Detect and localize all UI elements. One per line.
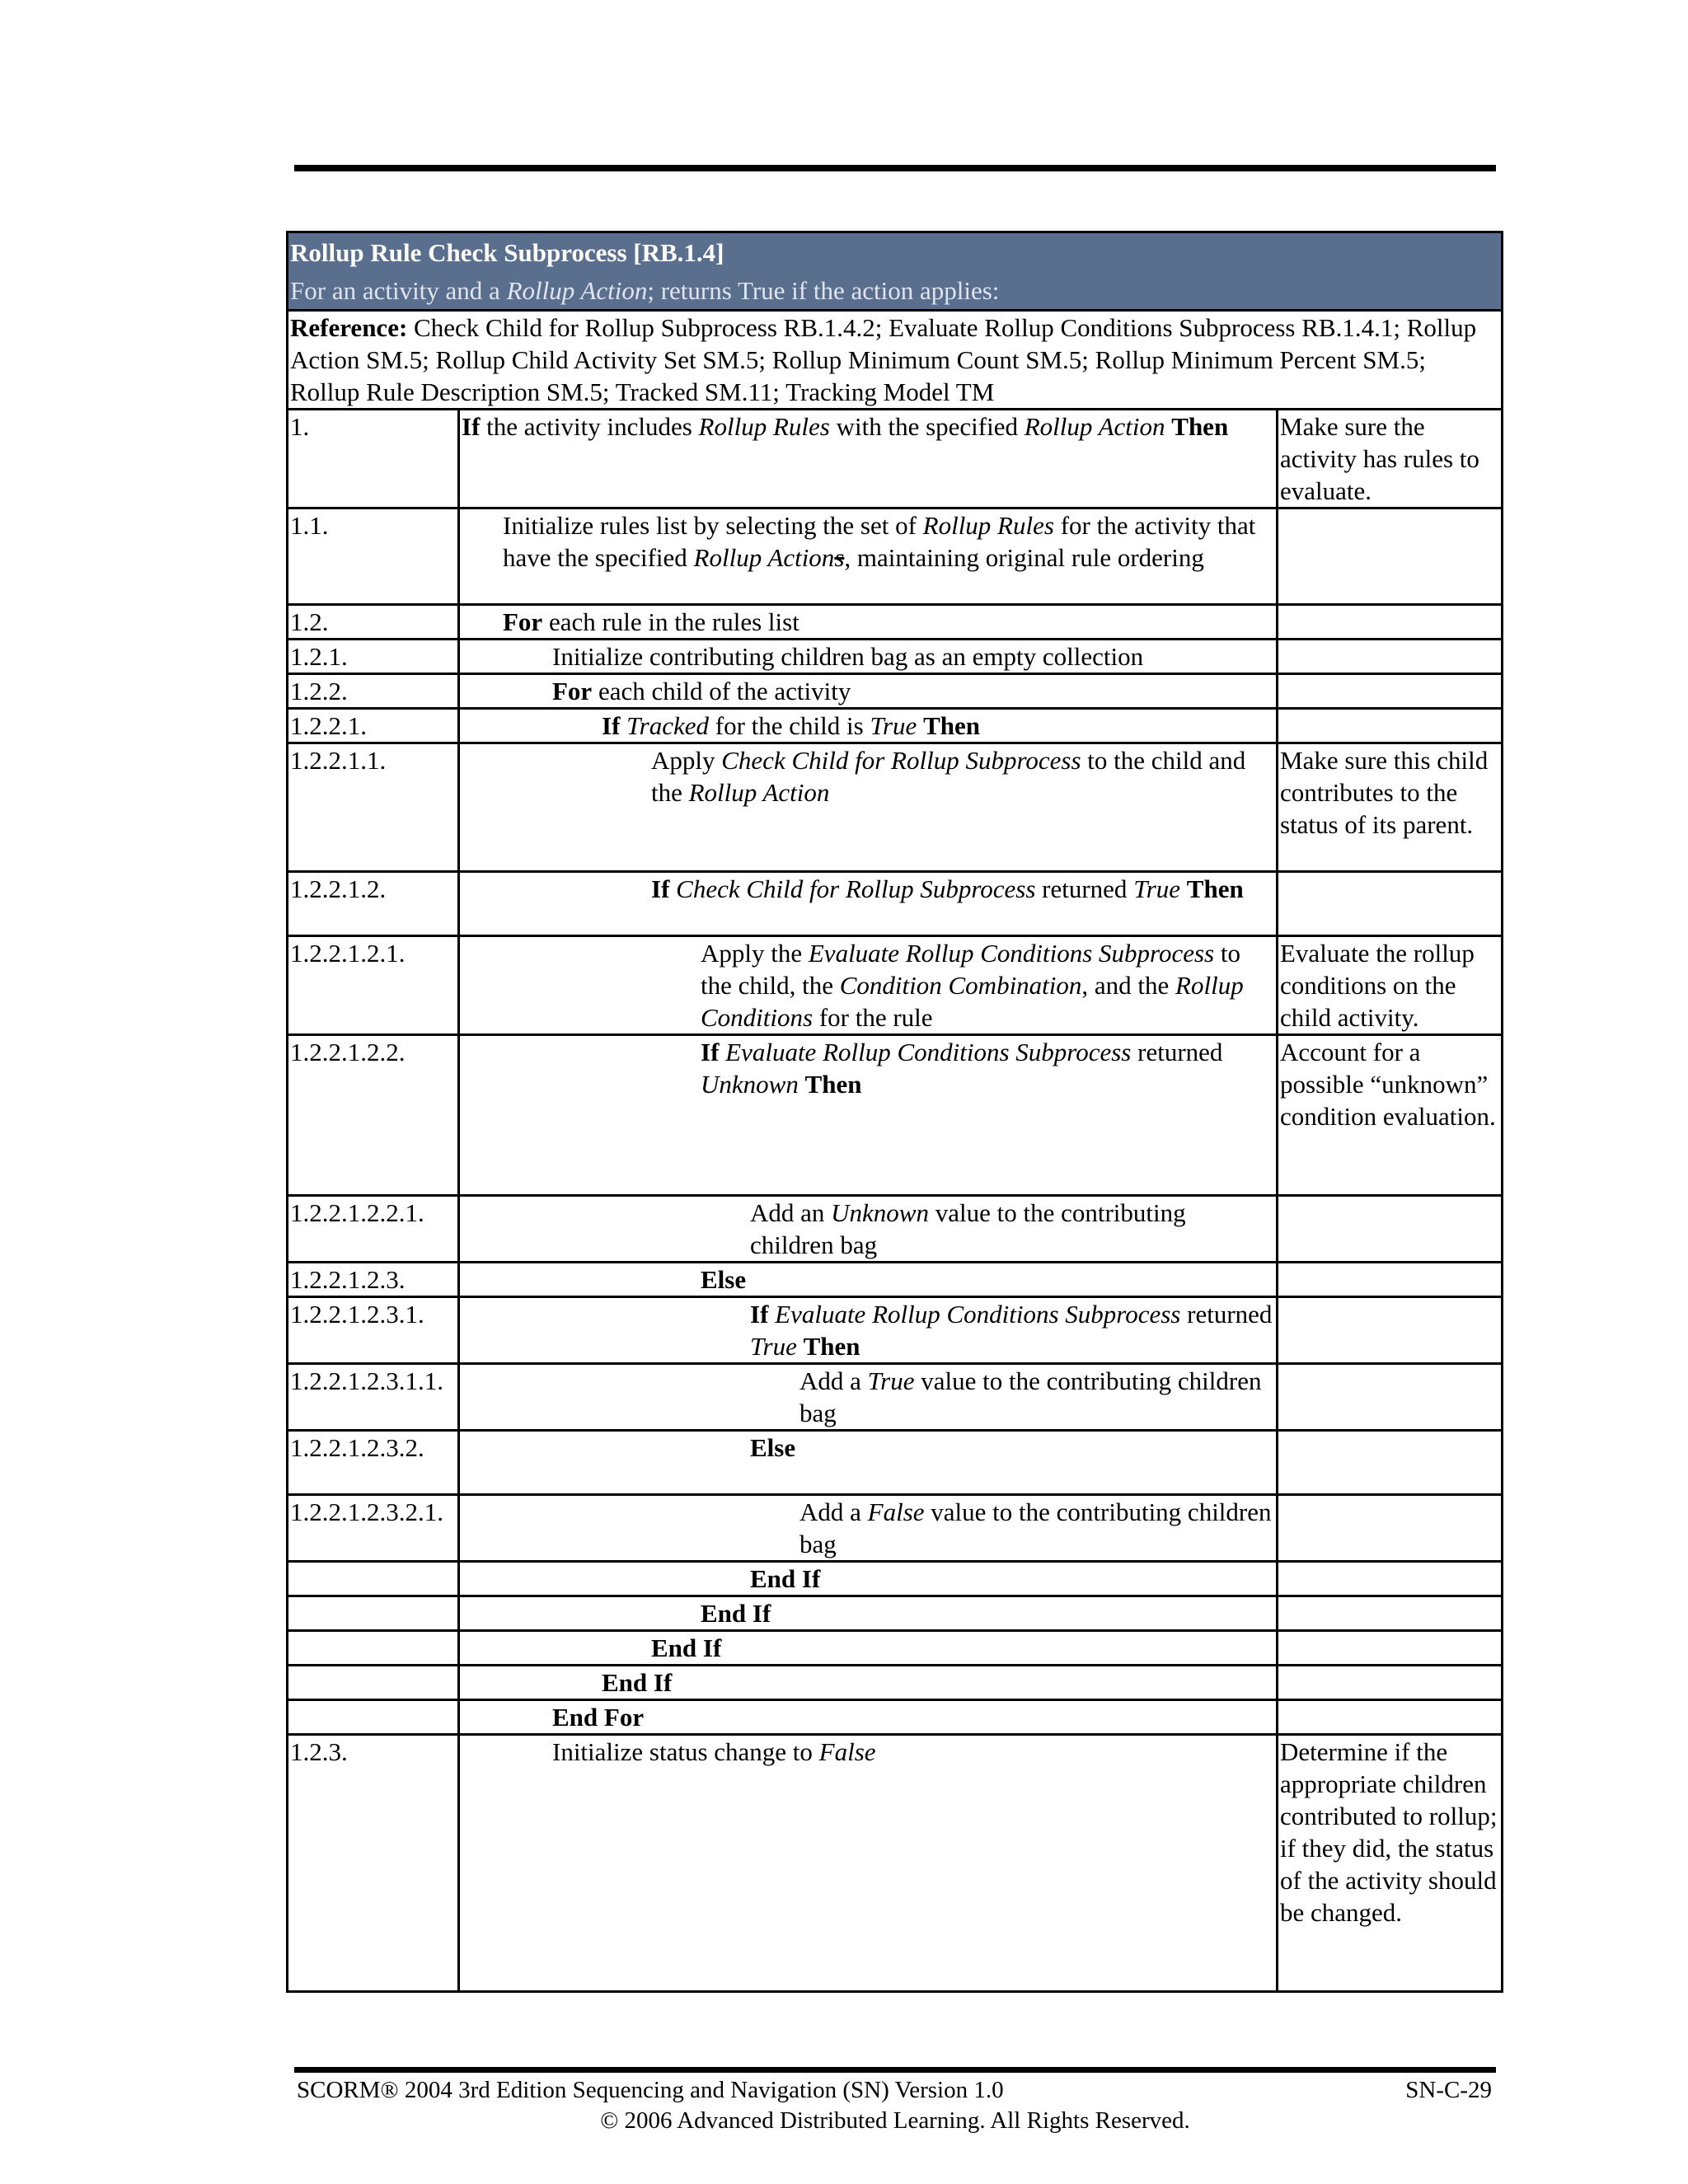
step-text-fragment: Check Child for Rollup Subprocess xyxy=(676,874,1036,903)
step-text-fragment: Add a xyxy=(799,1366,868,1395)
step-text-fragment: , maintaining original rule ordering xyxy=(844,543,1204,572)
table-row xyxy=(288,1364,1503,1431)
step-note: Make sure this child contributes to the status of its parent. xyxy=(1278,743,1503,872)
step-text-fragment: Then xyxy=(803,1332,860,1361)
step-text xyxy=(459,1596,1278,1631)
table-row xyxy=(288,1700,1503,1735)
step-text-fragment: Rollup Conditions xyxy=(701,971,1244,1032)
table-title-cell xyxy=(288,232,1503,311)
step-text xyxy=(459,1263,1278,1297)
step-text-fragment: value to the contributing children bag xyxy=(750,1198,1186,1259)
step-note xyxy=(1278,1364,1503,1431)
step-number: 1.2.2.1.2.1. xyxy=(288,936,459,1035)
step-note xyxy=(1278,674,1503,709)
table-row xyxy=(288,410,1503,509)
step-number: 1.2.2.1.2.3. xyxy=(288,1263,459,1297)
step-text-fragment: Then xyxy=(1171,412,1229,441)
table-row xyxy=(288,1263,1503,1297)
step-text-fragment: Then xyxy=(804,1070,862,1099)
table-row xyxy=(288,1596,1503,1631)
step-text xyxy=(459,1196,1278,1263)
table-row xyxy=(288,709,1503,743)
step-text-fragment: Evaluate Rollup Conditions Subprocess xyxy=(775,1300,1181,1329)
step-text-fragment: If xyxy=(701,1038,720,1066)
reference-row xyxy=(288,311,1503,410)
step-note: Determine if the appropriate children contributed to rollup; if they did, the status of the activity should be changed. xyxy=(1278,1735,1503,1992)
step-text-fragment: value to the contributing children bag xyxy=(799,1366,1262,1427)
step-text-fragment: , and the xyxy=(1081,971,1176,1000)
step-text-fragment: returned xyxy=(1180,1300,1273,1329)
step-text-fragment: returned xyxy=(1035,874,1134,903)
step-text-fragment: Add a xyxy=(799,1497,868,1526)
step-text-fragment: with the specified xyxy=(829,412,1025,441)
step-text xyxy=(459,1297,1278,1364)
step-note xyxy=(1278,1196,1503,1263)
step-text xyxy=(459,1735,1278,1992)
step-number xyxy=(288,1596,459,1631)
step-text-fragment xyxy=(917,711,923,740)
step-text-fragment xyxy=(669,874,676,903)
step-text-fragment xyxy=(719,1038,725,1066)
step-text-fragment: Apply the xyxy=(701,939,809,968)
step-note xyxy=(1278,1495,1503,1562)
step-note: Make sure the activity has rules to evaluate. xyxy=(1278,410,1503,509)
step-text-fragment: For xyxy=(503,607,543,636)
table-row xyxy=(288,605,1503,640)
step-text xyxy=(459,1495,1278,1562)
table-row xyxy=(288,1431,1503,1495)
step-number: 1.2.2.1.2.3.1.1. xyxy=(288,1364,459,1431)
step-text-fragment: each rule in the rules list xyxy=(542,607,799,636)
table-row xyxy=(288,1297,1503,1364)
table-row xyxy=(288,1196,1503,1263)
step-text-fragment: Add an xyxy=(750,1198,832,1227)
step-text xyxy=(459,674,1278,709)
step-number: 1.2.2.1.2.3.2.1. xyxy=(288,1495,459,1562)
step-text-fragment: Initialize rules list by selecting the set of xyxy=(503,511,923,540)
step-text xyxy=(459,1364,1278,1431)
table-row xyxy=(288,872,1503,936)
step-number: 1.2.2.1.2. xyxy=(288,872,459,936)
step-text-fragment xyxy=(797,1332,804,1361)
table-row xyxy=(288,1631,1503,1666)
step-note xyxy=(1278,509,1503,605)
step-text xyxy=(459,509,1278,605)
step-text xyxy=(459,410,1278,509)
step-number xyxy=(288,1631,459,1666)
step-text-fragment: Initialize contributing children bag as an empty collection xyxy=(552,642,1144,671)
step-text-fragment: Rollup Action xyxy=(693,543,835,572)
step-text-fragment: End If xyxy=(750,1564,821,1593)
step-text-fragment: Rollup Rules xyxy=(698,412,830,441)
step-text-fragment: Condition Combination xyxy=(839,971,1082,1000)
step-note xyxy=(1278,605,1503,640)
table-row xyxy=(288,509,1503,605)
step-text-fragment: Then xyxy=(1186,874,1244,903)
table-row xyxy=(288,1562,1503,1596)
step-text-fragment: End If xyxy=(701,1599,771,1628)
step-text-fragment: returned xyxy=(1131,1038,1223,1066)
footer-copyright: © 2006 Advanced Distributed Learning. All Rights Reserved. xyxy=(600,2107,1190,2134)
step-number: 1.2.2.1.2.3.2. xyxy=(288,1431,459,1495)
step-number xyxy=(288,1700,459,1735)
table-title: Rollup Rule Check Subprocess [RB.1.4] xyxy=(290,238,724,267)
step-text-fragment: If xyxy=(462,412,481,441)
reference-label: Reference: xyxy=(290,313,408,342)
table-row xyxy=(288,674,1503,709)
step-note xyxy=(1278,872,1503,936)
step-number: 1.2.2. xyxy=(288,674,459,709)
step-text-fragment: Else xyxy=(750,1433,796,1462)
step-text-fragment: to the child and the xyxy=(651,746,1246,807)
step-text-fragment: End If xyxy=(651,1633,722,1662)
step-text-fragment: If xyxy=(651,874,670,903)
step-text-fragment: If xyxy=(750,1300,769,1329)
step-text-fragment: s xyxy=(834,543,845,572)
step-note xyxy=(1278,1431,1503,1495)
step-text xyxy=(459,1700,1278,1735)
step-text-fragment: True xyxy=(750,1332,797,1361)
step-text-fragment: If xyxy=(602,711,621,740)
step-note xyxy=(1278,1596,1503,1631)
step-text xyxy=(459,605,1278,640)
table-row xyxy=(288,936,1503,1035)
step-text xyxy=(459,743,1278,872)
step-text-fragment: Check Child for Rollup Subprocess xyxy=(721,746,1081,775)
step-text-fragment: False xyxy=(818,1737,876,1766)
step-text-fragment: True xyxy=(870,711,917,740)
table-row xyxy=(288,743,1503,872)
step-text xyxy=(459,709,1278,743)
step-note: Account for a possible “unknown” condition evaluation. xyxy=(1278,1035,1503,1196)
step-text-fragment: Unknown xyxy=(701,1070,799,1099)
step-note xyxy=(1278,1297,1503,1364)
step-text-fragment: Rollup Action xyxy=(688,778,830,807)
step-number: 1.2.2.1.1. xyxy=(288,743,459,872)
step-text xyxy=(459,1666,1278,1700)
step-text-fragment: Apply xyxy=(651,746,722,775)
step-number: 1.1. xyxy=(288,509,459,605)
step-text xyxy=(459,936,1278,1035)
step-text-fragment: End If xyxy=(602,1668,673,1697)
process-table xyxy=(286,231,1503,1993)
step-text-fragment xyxy=(1180,874,1187,903)
step-text-fragment: End For xyxy=(552,1703,645,1732)
step-text-fragment: Then xyxy=(923,711,980,740)
step-text-fragment: Unknown xyxy=(831,1198,929,1227)
table-row xyxy=(288,1035,1503,1196)
step-text-fragment: Initialize status change to xyxy=(552,1737,819,1766)
step-text-fragment: for the rule xyxy=(813,1003,933,1032)
footer-rule xyxy=(294,2067,1496,2073)
table-title-row xyxy=(288,232,1503,311)
step-text-fragment xyxy=(768,1300,775,1329)
step-number: 1.2.1. xyxy=(288,640,459,674)
step-text-fragment: Evaluate Rollup Conditions Subprocess xyxy=(808,939,1215,968)
step-number: 1.2.2.1.2.3.1. xyxy=(288,1297,459,1364)
step-note xyxy=(1278,1666,1503,1700)
step-text-fragment: value to the contributing children bag xyxy=(799,1497,1272,1558)
table-row xyxy=(288,1666,1503,1700)
step-note xyxy=(1278,640,1503,674)
process-table-body xyxy=(288,232,1503,1992)
step-text-fragment: to the child, the xyxy=(701,939,1240,1000)
step-text-fragment: for the activity that have the specified xyxy=(503,511,1256,572)
step-text xyxy=(459,1035,1278,1196)
step-number: 1.2. xyxy=(288,605,459,640)
step-text-fragment: False xyxy=(867,1497,925,1526)
footer-title: SCORM® 2004 3rd Edition Sequencing and Navigation (SN) Version 1.0 xyxy=(297,2077,1004,2103)
step-number: 1.2.2.1. xyxy=(288,709,459,743)
step-note xyxy=(1278,1700,1503,1735)
step-number: 1.2.2.1.2.2. xyxy=(288,1035,459,1196)
step-text-fragment xyxy=(799,1070,805,1099)
step-text-fragment xyxy=(620,711,626,740)
step-text-fragment: for the child is xyxy=(709,711,870,740)
step-number xyxy=(288,1666,459,1700)
step-text-fragment: Evaluate Rollup Conditions Subprocess xyxy=(725,1038,1132,1066)
step-note xyxy=(1278,709,1503,743)
reference-cell xyxy=(288,311,1503,410)
step-text-fragment: Rollup Action xyxy=(1024,412,1165,441)
step-text xyxy=(459,1431,1278,1495)
step-number: 1.2.3. xyxy=(288,1735,459,1992)
table-row xyxy=(288,640,1503,674)
step-note xyxy=(1278,1263,1503,1297)
step-note xyxy=(1278,1562,1503,1596)
step-text-fragment: the activity includes xyxy=(480,412,699,441)
step-text xyxy=(459,872,1278,936)
step-note xyxy=(1278,1631,1503,1666)
reference-text: Check Child for Rollup Subprocess RB.1.4.2; Evaluate Rollup Conditions Subprocess RB.1.4.1; Rollup Action SM.5; Rollup Child Activity Set SM.5; Rollup Minimum Count SM.5; Rollup Minimum Percent SM.5; Rollup Rule Description SM.5; Tracked SM.11; Tracking Model TM xyxy=(290,313,1477,406)
table-row xyxy=(288,1735,1503,1992)
step-number: 1.2.2.1.2.2.1. xyxy=(288,1196,459,1263)
step-text xyxy=(459,1631,1278,1666)
step-text-fragment: For xyxy=(552,677,593,705)
step-number xyxy=(288,1562,459,1596)
step-text-fragment: True xyxy=(867,1366,915,1395)
table-subtitle: For an activity and a Rollup Action; returns True if the action applies: xyxy=(290,276,1000,305)
page-number: SN-C-29 xyxy=(1405,2077,1492,2103)
header-rule xyxy=(294,165,1496,171)
step-text-fragment: Tracked xyxy=(626,711,710,740)
step-text xyxy=(459,1562,1278,1596)
table-row xyxy=(288,1495,1503,1562)
step-number: 1. xyxy=(288,410,459,509)
step-text-fragment: each child of the activity xyxy=(592,677,851,705)
step-text xyxy=(459,640,1278,674)
step-text-fragment: Else xyxy=(701,1265,747,1294)
step-note: Evaluate the rollup conditions on the child activity. xyxy=(1278,936,1503,1035)
step-text-fragment: True xyxy=(1133,874,1181,903)
step-text-fragment: Rollup Rules xyxy=(922,511,1054,540)
